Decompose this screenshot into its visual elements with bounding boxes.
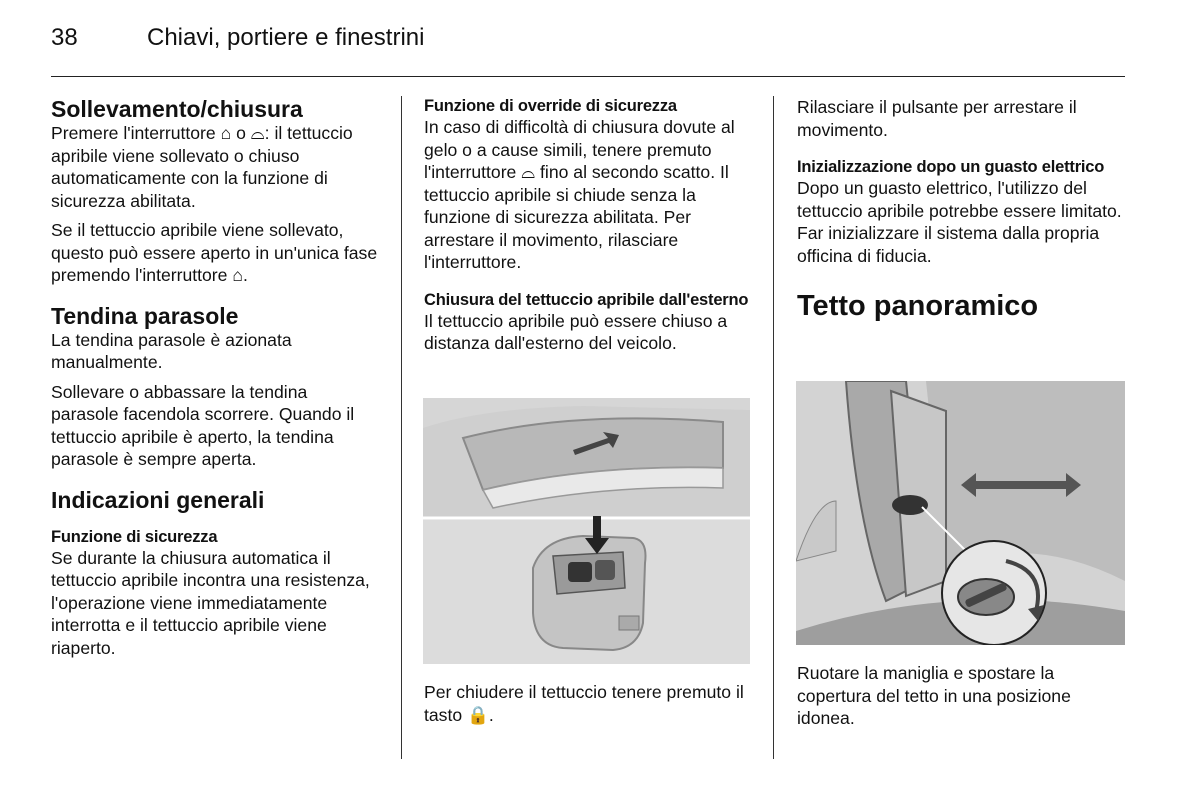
figure-sunroof-keyfob — [423, 398, 750, 664]
paragraph: Il tettuccio apribile può essere chiuso a distanza dall'esterno del veicolo. — [424, 310, 728, 353]
paragraph: Per chiudere il tettuccio tenere premuto il tasto 🔒. — [424, 682, 744, 725]
subsection-title: Funzione di override di sicurezza — [424, 97, 677, 115]
figure-panoramic-roof — [796, 381, 1125, 645]
column-divider — [401, 96, 402, 759]
header-rule — [51, 76, 1125, 77]
paragraph: Rilasciare il pulsante per arrestare il movimento. — [797, 97, 1077, 140]
subsection-title: Chiusura del tettuccio apribile dall'esterno — [424, 290, 749, 309]
chapter-title: Chiavi, portiere e finestrini — [147, 24, 425, 51]
paragraph: Se durante la chiusura automatica il tettuccio apribile incontra una resistenza, l'operazione viene immediatamente interrotta e il tettuccio apribile viene riaperto. — [51, 547, 370, 658]
section-title: Sollevamento/chiusura — [51, 96, 303, 122]
column-2-bottom — [424, 681, 752, 733]
column-3 — [797, 96, 1127, 323]
paragraph: La tendina parasole è azionata manualmente. — [51, 329, 292, 372]
column-1 — [51, 96, 379, 666]
page-header — [51, 24, 424, 52]
section-title: Tendina parasole — [51, 302, 239, 329]
column-divider — [773, 96, 774, 759]
subsection-title: Funzione di sicurezza — [51, 527, 218, 546]
column-3-bottom — [797, 662, 1127, 737]
paragraph: Se il tettuccio apribile viene sollevato, questo può essere aperto in un'unica fase premendo l'interruttore ⌂. — [51, 220, 378, 285]
paragraph: Premere l'interruttore ⌂ o ⌓: il tettuccio apribile viene sollevato o chiuso automaticamente con la funzione di sicurezza abilitata. — [51, 123, 353, 211]
paragraph: Ruotare la maniglia e spostare la copertura del tetto in una posizione idonea. — [797, 663, 1071, 728]
paragraph: Sollevare o abbassare la tendina parasole facendola scorrere. Quando il tettuccio apribile è aperto, la tendina parasole è sempre aperta. — [51, 381, 355, 469]
section-title: Indicazioni generali — [51, 486, 265, 513]
section-title: Tetto panoramico — [797, 290, 1039, 322]
subsection-title: Inizializzazione dopo un guasto elettrico — [797, 158, 1105, 176]
column-2 — [424, 96, 752, 362]
paragraph: Dopo un guasto elettrico, l'utilizzo del tettuccio apribile potrebbe essere limitato. Far inizializzare il sistema dalla propria officina di fiducia. — [797, 178, 1122, 266]
page-number: 38 — [51, 24, 78, 51]
paragraph: In caso di difficoltà di chiusura dovute al gelo o a cause simili, tenere premuto l'interruttore ⌓ fino al secondo scatto. Il tettuccio apribile si chiude senza la funzione di sicurezza abilitata. Per arrestare il movimento, rilasciare l'interruttore. — [424, 117, 735, 272]
